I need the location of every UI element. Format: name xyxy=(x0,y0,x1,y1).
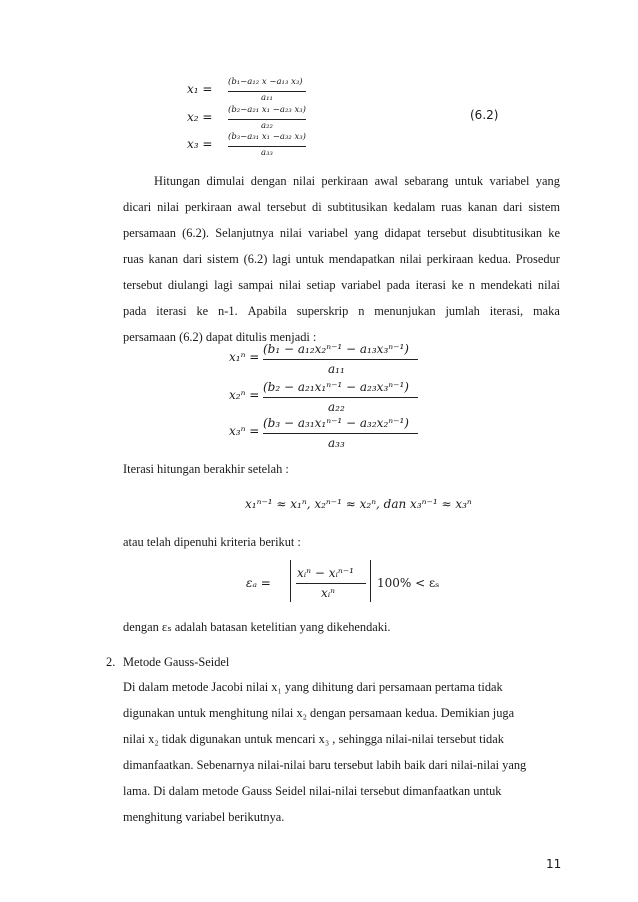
eq62-x3-denominator: a₃₃ xyxy=(261,148,273,158)
paragraph-line: Hitungan dimulai dengan nilai perkiraan awal sebarang untuk variabel yang xyxy=(154,174,560,188)
eqn-x3-numerator: (b₃ − a₃₁x₁ⁿ⁻¹ − a₃₂x₂ⁿ⁻¹) xyxy=(263,416,409,430)
paragraph-line: pada iterasi ke n-1. Apabila superskrip n menunjukan jumlah iterasi, maka xyxy=(123,304,560,318)
eq62-x1-denominator: a₁₁ xyxy=(261,93,273,103)
paragraph-line: nilai x₂ tidak digunakan untuk mencari x₃ , sehingga nilai-nilai tersebut tidak xyxy=(123,732,504,746)
paragraph-line: menghitung variabel berikutnya. xyxy=(123,810,285,824)
eps-rhs: 100% < εₛ xyxy=(377,576,440,590)
tolerance-note: dengan εₛ adalah batasan ketelitian yang dikehendaki. xyxy=(123,620,391,634)
eq62-x3-lhs: x₃ = xyxy=(187,137,213,151)
eps-lhs: εₐ = xyxy=(246,576,271,590)
abs-bar-right xyxy=(370,560,371,602)
eq62-x3-fraction-bar xyxy=(228,146,306,147)
paragraph-line: lama. Di dalam metode Gauss Seidel nilai-nilai tersebut dimanfaatkan untuk xyxy=(123,784,502,798)
eqn-x2-fraction-bar xyxy=(263,397,418,398)
eps-numerator: xᵢⁿ − xᵢⁿ⁻¹ xyxy=(297,566,354,580)
eqn-x3-fraction-bar xyxy=(263,433,418,434)
section-number: 2. xyxy=(106,655,116,669)
eqn-x3-denominator: a₃₃ xyxy=(328,436,345,450)
abs-bar-left xyxy=(290,560,291,602)
eqn-x2-denominator: a₂₂ xyxy=(328,400,345,414)
eps-fraction-bar xyxy=(296,583,366,584)
eq62-x3-numerator: (b₃−a₃₁ x₁ −a₃₂ x₃) xyxy=(228,132,306,142)
eq62-x2-fraction-bar xyxy=(228,119,306,120)
eq62-x1-lhs: x₁ = xyxy=(187,82,213,96)
equation-label: (6.2) xyxy=(470,108,499,122)
eps-denominator: xᵢⁿ xyxy=(321,586,336,600)
page-number: 11 xyxy=(546,857,562,871)
paragraph-line: dimanfaatkan. Sebenarnya nilai-nilai baru tersebut labih baik dari nilai-nilai yang xyxy=(123,758,527,772)
section-title: Metode Gauss-Seidel xyxy=(123,655,230,669)
eqn-x1-numerator: (b₁ − a₁₂x₂ⁿ⁻¹ − a₁₃x₃ⁿ⁻¹) xyxy=(263,342,409,356)
paragraph-line: Di dalam metode Jacobi nilai x₁ yang dihitung dari persamaan pertama tidak xyxy=(123,680,503,694)
convergence-condition: x₁ⁿ⁻¹ ≈ x₁ⁿ, x₂ⁿ⁻¹ ≈ x₂ⁿ, dan x₃ⁿ⁻¹ ≈ x₃ⁿ xyxy=(245,497,472,511)
eq62-x1-fraction-bar xyxy=(228,91,306,92)
paragraph-line: persamaan (6.2). Selanjutnya nilai variabel yang didapat tersebut disubtitusikan ke xyxy=(123,226,560,240)
eq62-x2-numerator: (b₂−a₂₁ x₁ −a₂₃ x₃) xyxy=(228,105,306,115)
paragraph-line: tersebut diulangi lagi sampai nilai setiap variabel pada iterasi ke n mendekati nilai xyxy=(123,278,560,292)
paragraph-line: persamaan (6.2) dapat ditulis menjadi : xyxy=(123,330,317,344)
iteration-stop-text: Iterasi hitungan berakhir setelah : xyxy=(123,462,289,476)
eq62-x2-denominator: a₂₂ xyxy=(261,121,273,131)
eqn-x1-fraction-bar xyxy=(263,359,418,360)
paragraph-line: digunakan untuk menghitung nilai x₂ dengan persamaan kedua. Demikian juga xyxy=(123,706,515,720)
eqn-x3-lhs: x₃ⁿ = xyxy=(229,424,260,438)
eqn-x2-numerator: (b₂ − a₂₁x₁ⁿ⁻¹ − a₂₃x₃ⁿ⁻¹) xyxy=(263,380,409,394)
eqn-x2-lhs: x₂ⁿ = xyxy=(229,388,260,402)
criteria-intro-text: atau telah dipenuhi kriteria berikut : xyxy=(123,535,301,549)
paragraph-line: dicari nilai perkiraan awal tersebut di subtitusikan kedalam ruas kanan dari sistem xyxy=(123,200,560,214)
eqn-x1-lhs: x₁ⁿ = xyxy=(229,350,260,364)
paragraph-line: ruas kanan dari sistem (6.2) lagi untuk mendapatkan nilai perkiraan kedua. Prosedur xyxy=(123,252,560,266)
eq62-x1-numerator: (b₁−a₁₂ x −a₁₃ x₃) xyxy=(228,77,303,87)
eqn-x1-denominator: a₁₁ xyxy=(328,362,345,376)
eq62-x2-lhs: x₂ = xyxy=(187,110,213,124)
